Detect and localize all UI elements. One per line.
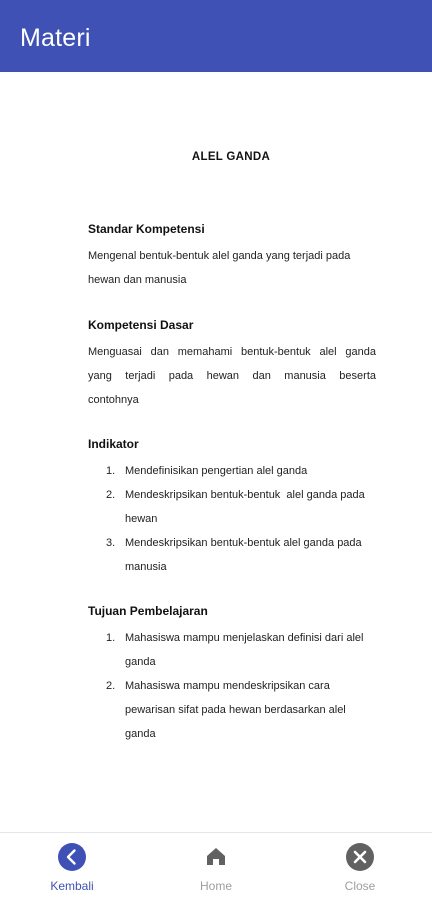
list-number: 3. <box>106 537 116 549</box>
section-heading: Kompetensi Dasar <box>88 318 194 332</box>
list-text-line: manusia <box>125 561 167 573</box>
section-kompetensi-dasar <box>88 318 376 412</box>
list-item <box>88 459 376 483</box>
list-item <box>88 531 376 579</box>
home-label: Home <box>199 879 232 893</box>
list-number: 1. <box>106 465 116 477</box>
material-content[interactable] <box>0 72 432 832</box>
section-text-line: Menguasai dan memahami bentuk-bentuk alel ganda <box>88 346 376 358</box>
section-text-line: yang terjadi pada hewan dan manusia beserta <box>88 370 376 382</box>
list-item <box>88 483 376 531</box>
list-item <box>88 626 376 674</box>
section-text-line: hewan dan manusia <box>88 274 187 286</box>
list-text-line: Mendeskripsikan bentuk-bentuk alel ganda pada <box>125 489 365 501</box>
section-heading: Standar Kompetensi <box>88 222 205 236</box>
section-indikator <box>88 437 376 579</box>
section-text-line: Mengenal bentuk-bentuk alel ganda yang terjadi pada <box>88 250 351 262</box>
document-title: ALEL GANDA <box>191 151 271 163</box>
section-standar-kompetensi <box>88 222 376 292</box>
tujuan-list <box>88 626 376 746</box>
list-text-line: hewan <box>125 513 158 525</box>
section-heading: Indikator <box>88 437 139 451</box>
list-number: 2. <box>106 489 116 501</box>
list-number: 2. <box>106 680 116 692</box>
indikator-list <box>88 459 376 579</box>
app-bar <box>0 0 432 72</box>
list-number: 1. <box>106 632 116 644</box>
close-circle-icon <box>345 842 375 872</box>
list-text-line: Mendefinisikan pengertian alel ganda <box>125 465 308 477</box>
close-button[interactable] <box>305 833 415 901</box>
list-text-line: Mendeskripsikan bentuk-bentuk alel ganda pada <box>125 537 362 549</box>
section-heading: Tujuan Pembelajaran <box>88 604 208 618</box>
back-label: Kembali <box>50 879 94 893</box>
back-button[interactable] <box>17 833 127 901</box>
close-label: Close <box>344 879 376 893</box>
list-item <box>88 674 376 746</box>
bottom-navigation <box>0 832 432 900</box>
section-tujuan-pembelajaran <box>88 604 376 746</box>
app-bar-title: Materi <box>20 24 91 52</box>
home-icon <box>201 842 231 872</box>
list-text-line: Mahasiswa mampu menjelaskan definisi dari alel <box>125 632 364 644</box>
list-text-line: pewarisan sifat pada hewan berdasarkan alel <box>125 704 346 716</box>
chevron-left-circle-icon <box>57 842 87 872</box>
list-text-line: ganda <box>125 728 156 740</box>
section-text-line: contohnya <box>88 394 139 406</box>
list-text-line: Mahasiswa mampu mendeskripsikan cara <box>125 680 330 692</box>
home-button[interactable] <box>161 833 271 901</box>
list-text-line: ganda <box>125 656 156 668</box>
